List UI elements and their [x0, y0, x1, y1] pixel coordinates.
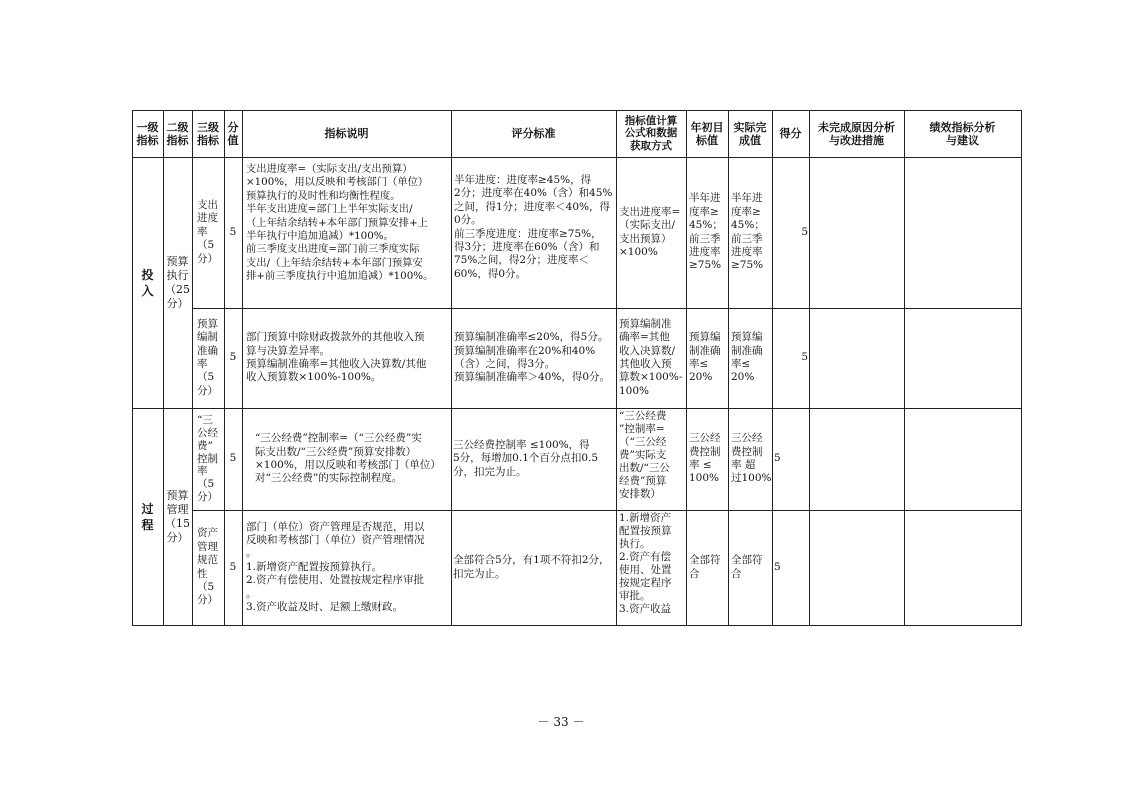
performance-evaluation-table — [132, 110, 1022, 626]
header-actual: 实际完 成值 — [733, 120, 767, 147]
score-cell: 5 — [774, 560, 781, 573]
score-cell: 5 — [774, 452, 781, 465]
description-cell: 部门（单位）资产管理是否规范，用以 反映和考核部门（单位）资产管理情况 。 1.新增资产配置按预算执行。 2.资产有偿使用、处置按规定程序审批 。 3.资产收益及时、足额上缴财政。 — [246, 520, 425, 614]
header-score: 得分 — [779, 127, 802, 140]
header-level1: 一级 指标 — [136, 120, 159, 147]
actual-cell: 三公经 费控制 率 超 过100% — [731, 432, 772, 485]
header-description: 指标说明 — [324, 127, 369, 140]
actual-cell: 半年进 度率≥ 45%； 前三季 进度率 ≥75% — [731, 192, 765, 272]
level2-budget-management: 预算 管理 （15 分） — [165, 488, 190, 544]
calc-method-cell: “三公经费 ”控制率= （“三公经 费”实际支 出数/“三公 经费”预算 安排数） — [619, 410, 670, 500]
level3-three-public-expenses: “三 公经 费” 控制 率 （5 分） — [197, 414, 218, 503]
target-cell: 全部符 合 — [689, 554, 721, 580]
header-reason: 未完成原因分析 与改进措施 — [818, 120, 895, 147]
header-level2: 二级 指标 — [166, 120, 189, 147]
score-cell: 5 — [801, 225, 808, 238]
calc-method-cell: 预算编制准 确率=其他 收入决算数/ 其他收入预 算数×100%- 100% — [619, 317, 683, 397]
score-value-cell: 5 — [229, 452, 237, 465]
level1-input: 投 入 — [141, 267, 154, 298]
target-cell: 预算编 制准确 率≤ 20% — [689, 331, 721, 384]
criteria-cell: 全部符合5分，有1项不符扣2分， 扣完为止。 — [453, 554, 610, 580]
level3-budget-accuracy: 预算 编制 准确 率 （5 分） — [197, 317, 218, 397]
description-cell: 支出进度率=（实际支出/支出预算） ×100%，用以反映和考核部门（单位） 预算执行的及时性和均衡性程度。 半年支出进度=部门上半年实际支出/ （上年结余结转+本年部门预算安排+上 半年执行中追加追减）*100%。 前三季度支出进度=部门前三季度实际 支出/（上年结余结转+本年部门预算安 排+前三季度执行中追加追减）*100%。 — [246, 163, 434, 283]
level1-process: 过 程 — [141, 501, 154, 532]
description-cell: “三公经费”控制率=（“三公经费”实 际支出数/“三公经费”预算安排数） ×100%，用以反映和考核部门（单位） 对“三公经费”的实际控制程度。 — [255, 432, 441, 485]
target-cell: 三公经 费控制 率 ≤ 100% — [689, 432, 721, 485]
score-value-cell: 5 — [229, 225, 237, 238]
target-cell: 半年进 度率≥ 45%； 前三季 进度率 ≥75% — [689, 192, 723, 272]
header-calc-method: 指标值计算 公式和数据 获取方式 — [624, 114, 678, 152]
header-target: 年初目 标值 — [690, 120, 724, 147]
criteria-cell: 半年进度：进度率≥45%，得 2分；进度率在40%（含）和45% 之间，得1分；进度率＜40%，得 0分。 前三季度进度：进度率≥75%， 得3分；进度率在60%（含）和 75%之间，得2分；进度率＜ 60%，得0分。 — [454, 174, 613, 280]
header-criteria: 评分标准 — [511, 127, 556, 140]
actual-cell: 预算编 制准确 率≤ 20% — [731, 331, 763, 384]
criteria-cell: 预算编制准确率≤20%，得5分。 预算编制准确率在20%和40% （含）之间，得3分。 预算编制准确率＞40%，得0分。 — [454, 331, 611, 384]
calc-method-cell: 1.新增资产 配置按预算 执行。 2.资产有偿 使用、处置 按规定程序 审批。 3.资产收益 — [619, 512, 672, 615]
level3-spending-progress: 支出 进度 率 （5 分） — [197, 198, 218, 265]
header-score-value: 分 值 — [227, 120, 239, 147]
level3-asset-management: 资产 管理 规范 性 （5 分） — [197, 527, 218, 607]
criteria-cell: 三公经费控制率 ≤100%，得 5分，每增加0.1个百分点扣0.5 分，扣完为止。 — [453, 438, 599, 478]
score-cell: 5 — [801, 351, 808, 364]
score-value-cell: 5 — [229, 351, 237, 364]
calc-method-cell: 支出进度率= （实际支出/ 支出预算） ×100% — [619, 205, 681, 258]
description-cell: 部门预算中除财政拨款外的其他收入预 算与决算差异率。 预算编制准确率=其他收入决算数/其他 收入预算数×100%-100%。 — [246, 331, 427, 384]
actual-cell: 全部符 合 — [731, 554, 763, 580]
page-number: － 33 － — [537, 715, 585, 729]
level2-budget-execution: 预算 执行 （25 分） — [165, 254, 190, 310]
header-level3: 三级 指标 — [197, 120, 219, 147]
header-suggestion: 绩效指标分析 与建议 — [929, 120, 996, 147]
score-value-cell: 5 — [229, 560, 237, 573]
